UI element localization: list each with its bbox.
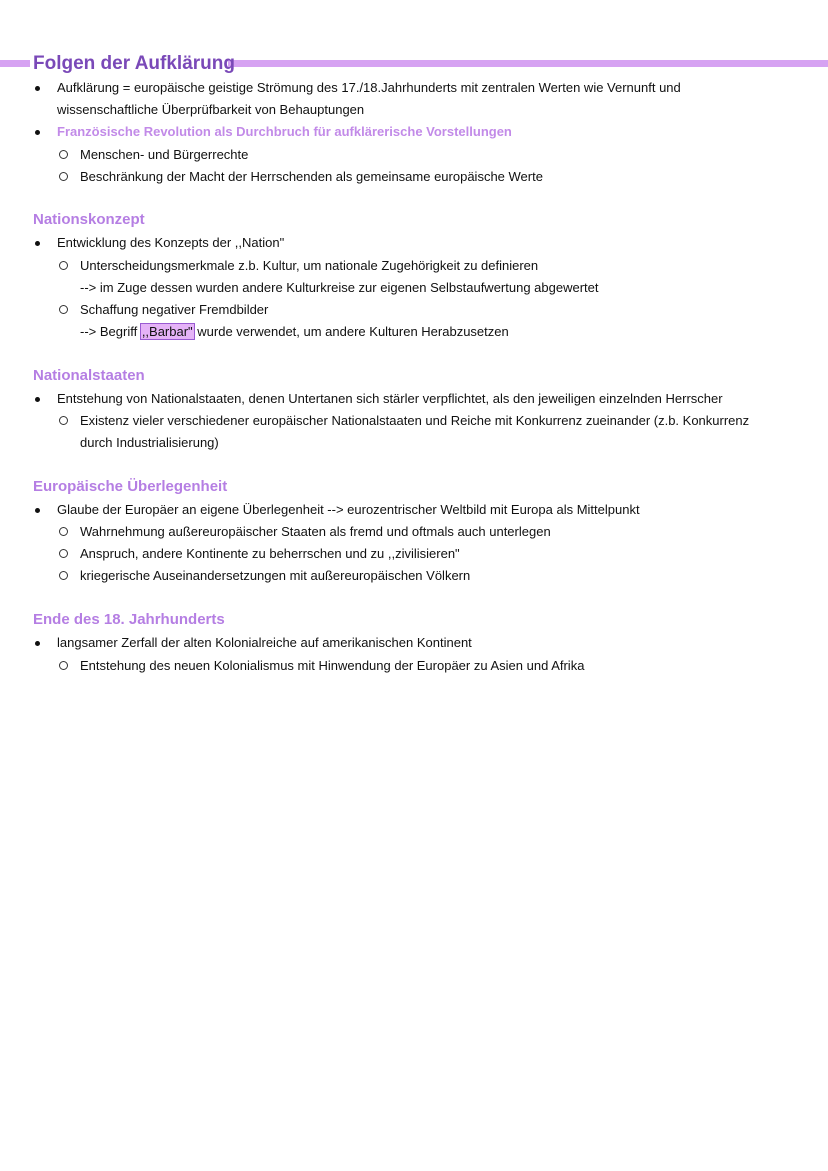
- page-title: Folgen der Aufklärung: [33, 53, 235, 74]
- bullet-dot-icon: [35, 241, 40, 246]
- bullet-circle-icon: [59, 661, 68, 670]
- section-title-ueberlegenheit: Europäische Überlegenheit: [33, 478, 228, 495]
- sub-list-item: kriegerische Auseinandersetzungen mit außereuropäischen Völkern: [80, 568, 471, 583]
- bullet-dot-icon: [35, 508, 40, 513]
- bullet-circle-icon: [59, 172, 68, 181]
- section-title-nationalstaaten: Nationalstaaten: [33, 367, 145, 384]
- bullet-circle-icon: [59, 571, 68, 580]
- sub-list-item: Anspruch, andere Kontinente zu beherrschen und zu ,,zivilisieren": [80, 546, 460, 561]
- sub-list-item: Wahrnehmung außereuropäischer Staaten als fremd und oftmals auch unterlegen: [80, 524, 551, 539]
- bullet-circle-icon: [59, 150, 68, 159]
- sub-list-item-continuation: durch Industrialisierung): [80, 435, 219, 450]
- list-item: Entwicklung des Konzepts der ,,Nation": [57, 235, 285, 250]
- sub-list-item: Existenz vieler verschiedener europäischer Nationalstaaten und Reiche mit Konkurrenz zueinander (z.b. Konkurrenz: [80, 413, 750, 428]
- list-item: langsamer Zerfall der alten Kolonialreiche auf amerikanischen Kontinent: [57, 635, 472, 650]
- bullet-circle-icon: [59, 261, 68, 270]
- sub-list-item: Entstehung des neuen Kolonialismus mit Hinwendung der Europäer zu Asien und Afrika: [80, 658, 585, 673]
- section-title-nationskonzept: Nationskonzept: [33, 211, 145, 228]
- sub-list-item: Schaffung negativer Fremdbilder: [80, 302, 269, 317]
- bullet-dot-icon: [35, 86, 40, 91]
- arrow-text-pre: --> Begriff: [80, 324, 141, 339]
- bullet-circle-icon: [59, 305, 68, 314]
- list-item: Glaube der Europäer an eigene Überlegenheit --> eurozentrischer Weltbild mit Europa als Mittelpunkt: [57, 502, 640, 517]
- arrow-text-post: wurde verwendet, um andere Kulturen Herabzusetzen: [193, 324, 509, 339]
- sub-list-item: Beschränkung der Macht der Herrschenden als gemeinsame europäische Werte: [80, 169, 543, 184]
- bullet-circle-icon: [59, 527, 68, 536]
- bullet-circle-icon: [59, 416, 68, 425]
- sub-list-item-arrow: --> im Zuge dessen wurden andere Kulturkreise zur eigenen Selbstaufwertung abgewertet: [80, 280, 599, 295]
- bullet-dot-icon: [35, 130, 40, 135]
- bullet-dot-icon: [35, 397, 40, 402]
- sub-list-item-arrow: [80, 323, 509, 341]
- bullet-circle-icon: [59, 549, 68, 558]
- sub-list-item: Menschen- und Bürgerrechte: [80, 147, 249, 162]
- list-item: Entstehung von Nationalstaaten, denen Untertanen sich stärler verpflichtet, als den jeweiligen einzelnden Herrscher: [57, 391, 723, 406]
- section-title-ende: Ende des 18. Jahrhunderts: [33, 611, 225, 628]
- bullet-dot-icon: [35, 641, 40, 646]
- highlighted-term-barbar: ,,Barbar": [141, 324, 193, 339]
- sub-list-item: Unterscheidungsmerkmale z.b. Kultur, um nationale Zugehörigkeit zu definieren: [80, 258, 539, 273]
- list-item-continuation: wissenschaftliche Überprüfbarkeit von Behauptungen: [57, 102, 365, 117]
- list-item: Aufklärung = europäische geistige Strömung des 17./18.Jahrhunderts mit zentralen Werten wie Vernunft und: [57, 80, 681, 95]
- list-item-highlighted: Französische Revolution als Durchbruch für aufklärerische Vorstellungen: [57, 124, 512, 139]
